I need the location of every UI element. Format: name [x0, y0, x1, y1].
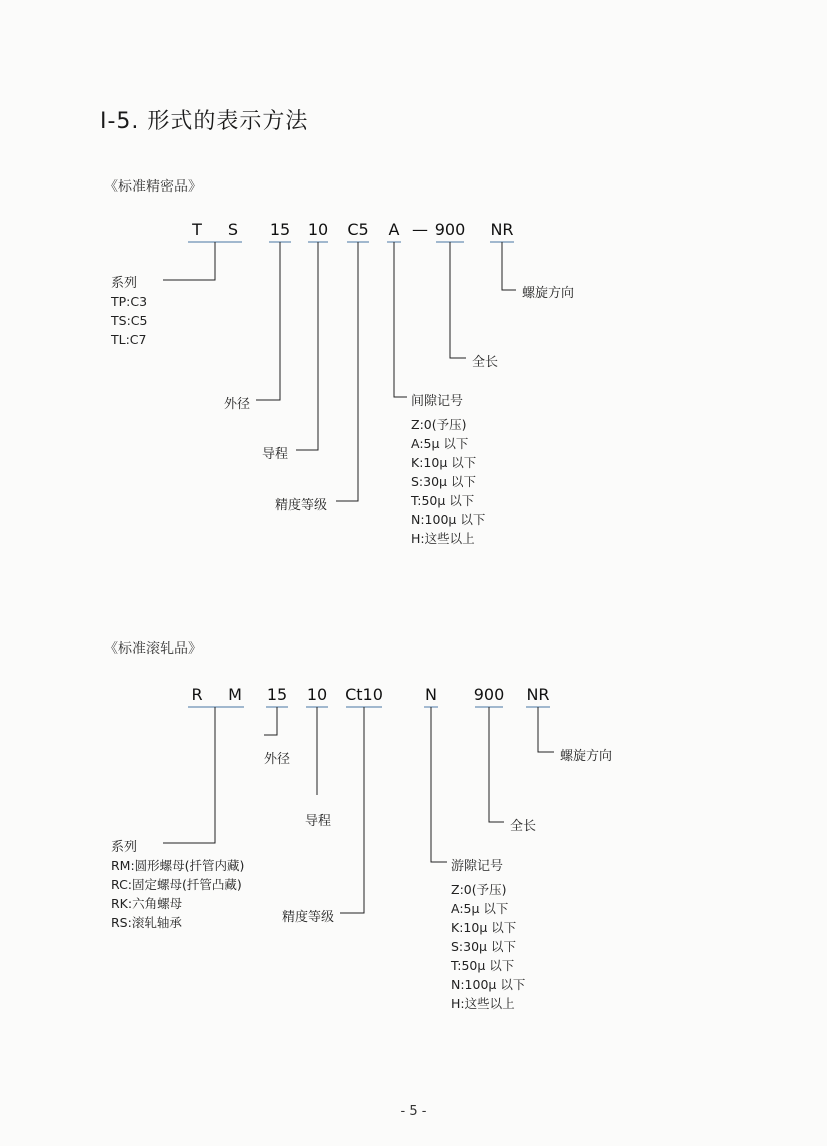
- code-clearance: N: [425, 685, 437, 704]
- leader-accuracy: [340, 707, 364, 913]
- code-clearance: A: [388, 220, 400, 239]
- lead-label: 导程: [305, 814, 332, 829]
- clearance-item: A:5μ 以下: [451, 901, 509, 916]
- clearance-item: T:50μ 以下: [411, 493, 475, 508]
- code-series-2: S: [227, 220, 239, 239]
- clearance-item: A:5μ 以下: [411, 436, 469, 451]
- section-heading-precision: 《标准精密品》: [104, 179, 202, 195]
- leader-lead: [296, 242, 318, 450]
- series-item: TS:C5: [111, 313, 148, 328]
- leader-length: [489, 707, 504, 822]
- series-item: RC:固定螺母(扦管凸藏): [111, 877, 242, 892]
- code-length: 900: [473, 685, 505, 704]
- series-item: RS:滚轧轴承: [111, 915, 182, 930]
- code-lead: 10: [306, 685, 328, 704]
- series-label: 系列: [111, 840, 138, 855]
- code-dash: —: [412, 220, 428, 239]
- leader-accuracy: [336, 242, 358, 501]
- leader-clearance: [394, 242, 407, 397]
- leader-clearance: [431, 707, 447, 862]
- code-diameter: 15: [269, 220, 291, 239]
- page-number: - 5 -: [400, 1104, 427, 1119]
- code-series-1: R: [191, 685, 203, 704]
- leader-direction: [538, 707, 554, 752]
- clearance-item: K:10μ 以下: [451, 920, 517, 935]
- leader-length: [450, 242, 466, 358]
- series-label: 系列: [111, 276, 138, 291]
- series-item: TP:C3: [111, 294, 148, 309]
- diameter-label: 外径: [224, 397, 251, 412]
- code-series-1: T: [192, 220, 202, 239]
- code-direction: NR: [526, 685, 550, 704]
- code-direction: NR: [490, 220, 514, 239]
- series-item: RM:圆形螺母(扦管内藏): [111, 858, 245, 873]
- leader-diameter: [256, 242, 280, 400]
- clearance-item: H:这些以上: [451, 996, 515, 1011]
- direction-label: 螺旋方向: [560, 749, 613, 764]
- code-lead: 10: [307, 220, 329, 239]
- clearance-item: H:这些以上: [411, 531, 475, 546]
- clearance-label: 间隙记号: [411, 394, 464, 409]
- clearance-item: K:10μ 以下: [411, 455, 477, 470]
- leader-direction: [502, 242, 516, 290]
- page-title: Ⅰ-5. 形式的表示方法: [100, 109, 309, 134]
- series-item: TL:C7: [111, 332, 147, 347]
- accuracy-label: 精度等级: [275, 498, 328, 513]
- clearance-item: S:30μ 以下: [451, 939, 516, 954]
- leader-series: [163, 242, 215, 280]
- code-accuracy: Ct10: [345, 685, 383, 704]
- code-diameter: 15: [266, 685, 288, 704]
- leader-series: [163, 707, 215, 843]
- clearance-item: Z:0(予压): [411, 417, 467, 432]
- clearance-label: 游隙记号: [451, 859, 504, 874]
- code-series-2: M: [228, 685, 242, 704]
- code-length: 900: [434, 220, 466, 239]
- length-label: 全长: [472, 355, 499, 370]
- section-heading-rolled: 《标准滚轧品》: [104, 641, 202, 657]
- clearance-item: S:30μ 以下: [411, 474, 476, 489]
- accuracy-label: 精度等级: [282, 910, 335, 925]
- diameter-label: 外径: [264, 752, 291, 767]
- code-accuracy: C5: [347, 220, 369, 239]
- clearance-item: Z:0(予压): [451, 882, 507, 897]
- direction-label: 螺旋方向: [522, 286, 575, 301]
- series-item: RK:六角螺母: [111, 896, 183, 911]
- leader-diameter: [264, 707, 277, 735]
- clearance-item: N:100μ 以下: [411, 512, 486, 527]
- clearance-item: N:100μ 以下: [451, 977, 526, 992]
- length-label: 全长: [510, 819, 537, 834]
- lead-label: 导程: [262, 447, 289, 462]
- clearance-item: T:50μ 以下: [451, 958, 515, 973]
